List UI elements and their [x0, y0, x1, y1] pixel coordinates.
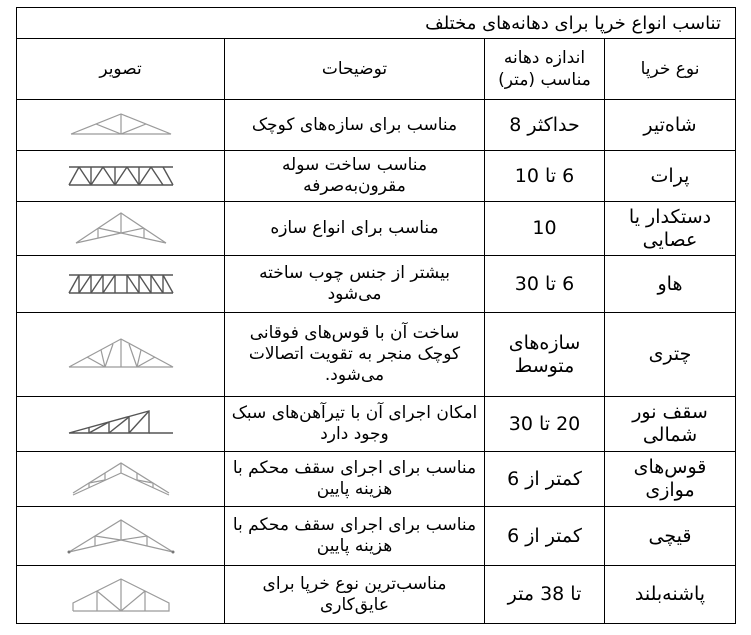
pratt-truss-icon — [65, 161, 177, 191]
table-row — [17, 566, 736, 624]
span-value: 10 — [485, 202, 605, 256]
truss-image — [17, 100, 225, 151]
span-value: سازه‌های متوسط — [485, 313, 605, 397]
truss-description: مناسب برای اجرای سقف محکم با هزینه پایین — [225, 452, 485, 507]
header-span: اندازه دهانه مناسب (متر) — [485, 39, 605, 100]
span-value: کمتر از 6 — [485, 507, 605, 566]
header-row — [17, 39, 736, 100]
truss-table — [16, 7, 736, 624]
truss-description: مناسب برای انواع سازه — [225, 202, 485, 256]
truss-description: مناسب برای سازه‌های کوچک — [225, 100, 485, 151]
truss-description: مناسب‌ترین نوع خرپا برای عایق‌کاری — [225, 566, 485, 624]
truss-image — [17, 202, 225, 256]
table-row — [17, 397, 736, 452]
fan-truss-icon — [65, 335, 177, 375]
truss-description: بیشتر از جنس چوب ساخته می‌شود — [225, 256, 485, 313]
header-description: توضیحات — [225, 39, 485, 100]
raised-heel-truss-icon — [65, 575, 177, 615]
truss-description: مناسب ساخت سوله مقرون‌به‌صرفه — [225, 151, 485, 202]
truss-type: چتری — [605, 313, 736, 397]
table-row — [17, 507, 736, 566]
scissors-truss-icon — [66, 209, 176, 249]
truss-image — [17, 507, 225, 566]
truss-image — [17, 151, 225, 202]
truss-type: دستکدار یا عصایی — [605, 202, 736, 256]
table-row — [17, 151, 736, 202]
parallel-chord-truss-icon — [65, 459, 177, 499]
king-post-truss-icon — [66, 110, 176, 140]
truss-type: پرات — [605, 151, 736, 202]
truss-type: قوس‌های موازی — [605, 452, 736, 507]
truss-image — [17, 313, 225, 397]
north-light-truss-icon — [65, 407, 177, 441]
table-row — [17, 100, 736, 151]
truss-image — [17, 452, 225, 507]
span-value: کمتر از 6 — [485, 452, 605, 507]
truss-type: سقف نور شمالی — [605, 397, 736, 452]
header-type: نوع خرپا — [605, 39, 736, 100]
table-row — [17, 313, 736, 397]
truss-type: قیچی — [605, 507, 736, 566]
span-value: 6 تا 30 — [485, 256, 605, 313]
truss-image — [17, 256, 225, 313]
truss-type: پاشنه‌بلند — [605, 566, 736, 624]
table-row — [17, 202, 736, 256]
howe-truss-icon — [65, 269, 177, 299]
truss-description: امکان اجرای آن با تیرآهن‌های سبک وجود دارد — [225, 397, 485, 452]
truss-image — [17, 566, 225, 624]
scissor-truss-icon — [65, 516, 177, 556]
truss-image — [17, 397, 225, 452]
table-row — [17, 256, 736, 313]
span-value: 20 تا 30 — [485, 397, 605, 452]
truss-description: مناسب برای اجرای سقف محکم با هزینه پایین — [225, 507, 485, 566]
span-value: 6 تا 10 — [485, 151, 605, 202]
truss-description: ساخت آن با قوس‌های فوقانی کوچک منجر به تقویت اتصالات می‌شود. — [225, 313, 485, 397]
table-title: تناسب انواع خرپا برای دهانه‌های مختلف — [17, 8, 736, 39]
header-image: تصویر — [17, 39, 225, 100]
span-value: تا 38 متر — [485, 566, 605, 624]
truss-type: شاه‌تیر — [605, 100, 736, 151]
span-value: حداکثر 8 — [485, 100, 605, 151]
truss-type: هاو — [605, 256, 736, 313]
table-row — [17, 452, 736, 507]
